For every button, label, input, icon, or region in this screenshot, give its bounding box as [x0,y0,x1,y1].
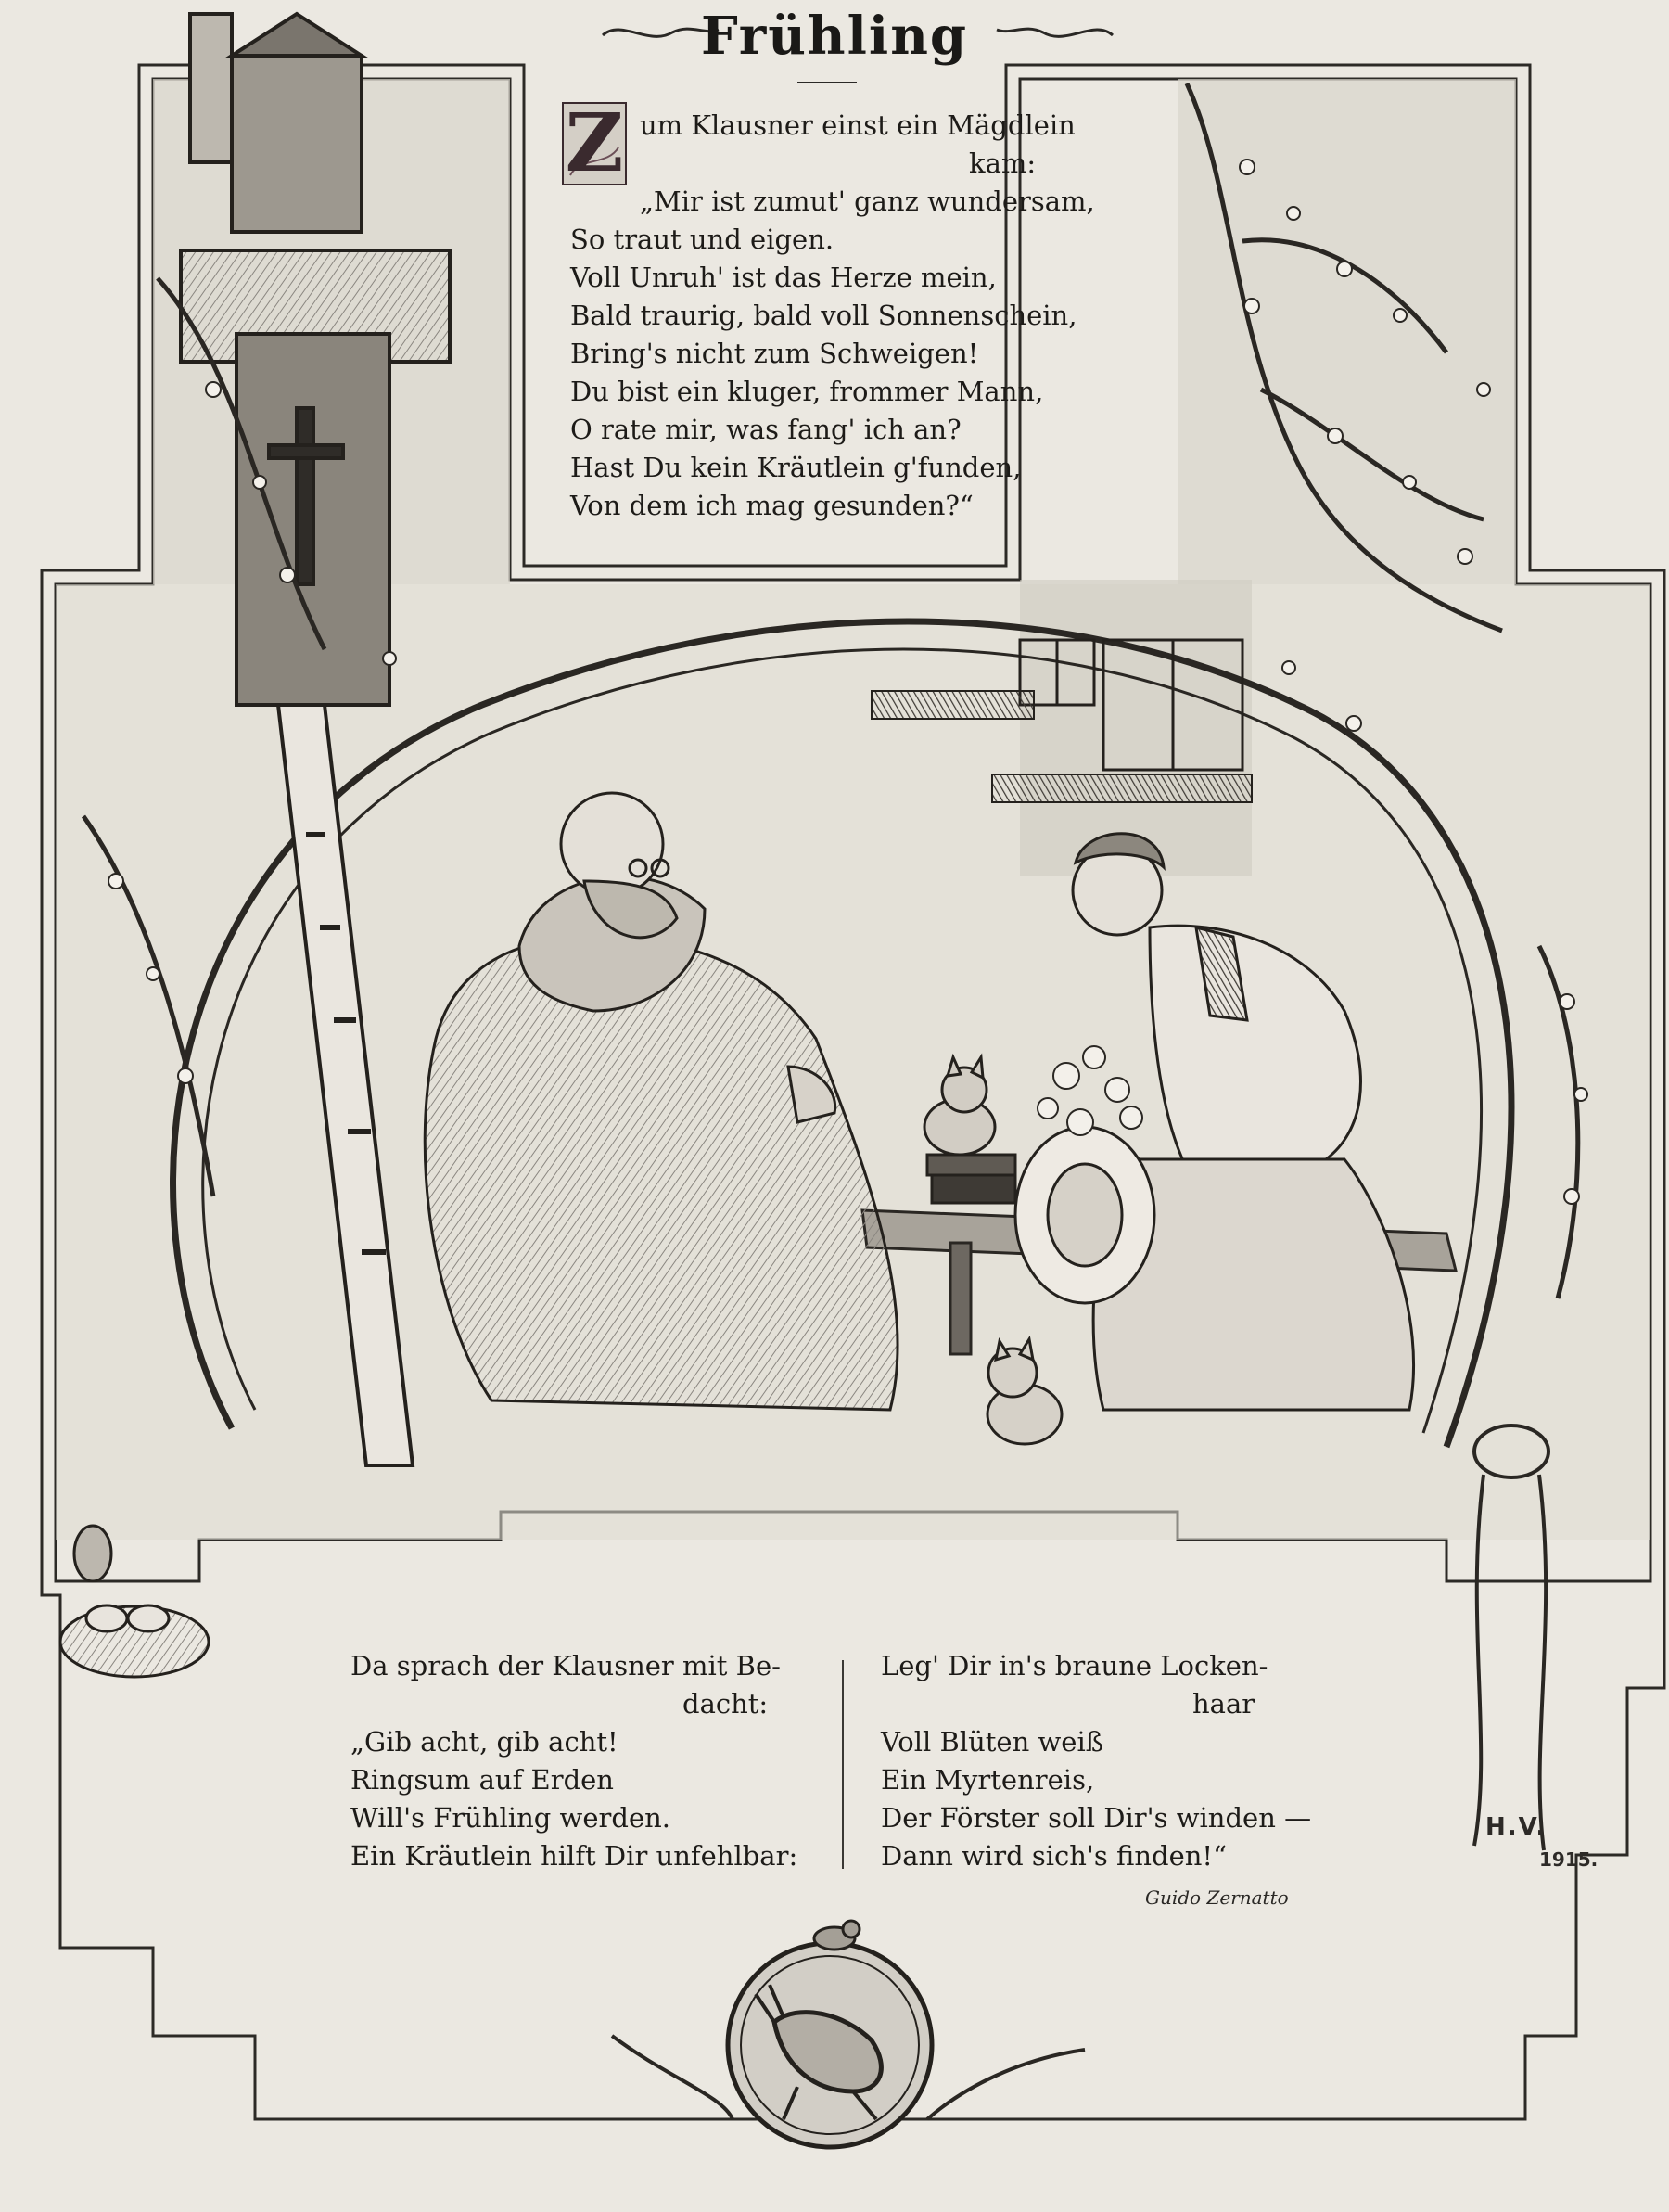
poem-line: dacht: [682,1688,769,1720]
bird-nest [60,1526,209,1677]
small-bird [814,1921,860,1950]
column-divider [842,1660,844,1869]
books-on-bench [927,1155,1015,1203]
window-ledge [872,691,1034,719]
poem-line: Von dem ich mag gesunden?“ [570,490,974,521]
poem-line: Ringsum auf Erden [350,1764,614,1796]
poem-line: kam: [969,147,1037,179]
top-right-panel [1178,79,1516,584]
title-rule [797,82,857,83]
artist-monogram: H.V. [1485,1813,1548,1841]
straw-hat [1015,1127,1154,1303]
poem-line: „Gib acht, gib acht! [350,1726,618,1758]
poem-top-stanza [565,96,1108,525]
artist-year: 1915. [1539,1848,1599,1871]
poem-title: Frühling [700,6,969,67]
poem-line: um Klausner einst ein Mägdlein [640,109,1076,141]
poem-line: Da sprach der Klausner mit Be- [350,1650,781,1681]
poem-right-column [881,1647,1344,1875]
poem-line: Leg' Dir in's braune Locken- [881,1650,1268,1681]
deer-medallion [728,1943,932,2147]
poem-line: Will's Frühling werden. [350,1802,671,1834]
poem-line: Voll Unruh' ist das Herze mein, [570,262,997,293]
house-window-area [1020,580,1252,876]
poem-left-column [350,1647,805,1875]
flower-box [992,774,1252,802]
dropcap-ornament [561,96,628,190]
poem-line: Dann wird sich's finden!“ [881,1840,1227,1872]
poem-line: haar [1192,1688,1255,1720]
dropcap-letter: Z [565,96,624,190]
poem-line: So traut und eigen. [570,224,834,255]
poem-line: „Mir ist zumut' ganz wundersam, [640,185,1095,217]
poem-line: Der Förster soll Dir's winden — [881,1802,1312,1834]
title-row [0,4,1669,69]
poem-line: Du bist ein kluger, frommer Mann, [570,376,1044,407]
poem-line: Bring's nicht zum Schweigen! [570,338,979,369]
poem-line: Voll Blüten weiß [881,1726,1104,1758]
author-signature: Guido Zernatto [1145,1886,1289,1909]
poem-line: Bald traurig, bald voll Sonnenschein, [570,300,1077,331]
poem-line: Ein Myrtenreis, [881,1764,1095,1796]
poem-line: O rate mir, was fang' ich an? [570,414,962,445]
poem-line: Ein Kräutlein hilft Dir unfehlbar: [350,1840,798,1872]
poem-line: Hast Du kein Kräutlein g'funden, [570,452,1022,483]
